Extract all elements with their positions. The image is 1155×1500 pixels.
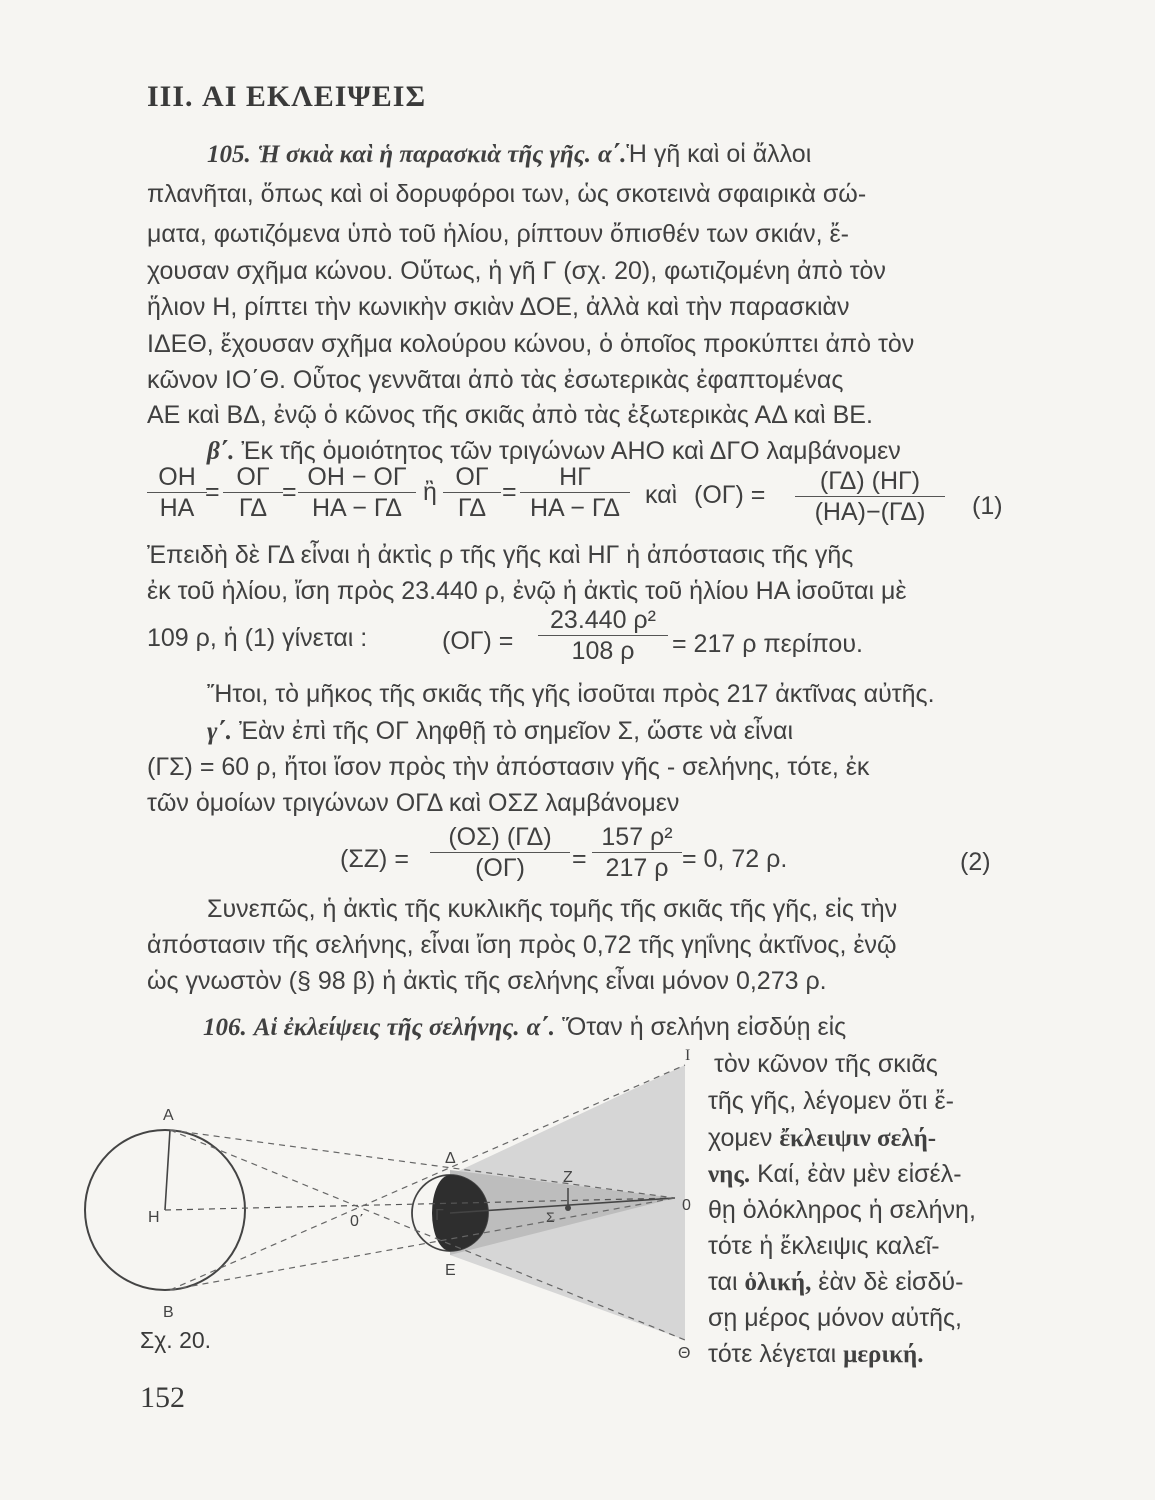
term-total: ὁλική, bbox=[744, 1269, 812, 1296]
wrap-text: Καί, ἐὰν μὲν εἰσέλ- bbox=[757, 1160, 962, 1188]
eclipse-figure bbox=[60, 1020, 710, 1360]
numerator: ΟΓ bbox=[223, 462, 283, 493]
numerator: (ΟΣ) (ΓΔ) bbox=[430, 822, 570, 853]
fraction bbox=[795, 466, 945, 527]
paragraph-line: ἐκ τοῦ ἡλίου, ἴση πρὸς 23.440 ρ, ἐνῷ ἡ ἀκτὶς τοῦ ἡλίου ΗΑ ἰσοῦται μὲ bbox=[147, 577, 907, 605]
equation-rhs: = 217 ρ περίπου. bbox=[672, 630, 863, 658]
denominator: (ΟΓ) bbox=[475, 854, 525, 882]
wrap-line bbox=[708, 1340, 923, 1369]
numerator: ΟΓ bbox=[443, 462, 501, 493]
section-105-alpha: α΄. bbox=[597, 141, 627, 168]
beta-marker: β΄. bbox=[207, 438, 235, 465]
fraction bbox=[592, 822, 682, 883]
equation-label: (2) bbox=[960, 848, 991, 876]
paragraph-line: Ἐπειδὴ δὲ ΓΔ εἶναι ἡ ἀκτὶς ρ τῆς γῆς καὶ ΗΓ ἡ ἀπόστασις τῆς γῆς bbox=[147, 541, 854, 569]
section-105-heading-line bbox=[147, 140, 811, 169]
section-105-number: 105. bbox=[207, 141, 251, 168]
lhs-og: (ΟΓ) = bbox=[694, 481, 766, 509]
wrap-text: τότε λέγεται bbox=[708, 1340, 837, 1368]
label-b: Β bbox=[163, 1304, 174, 1321]
denominator: 108 ρ bbox=[571, 637, 635, 665]
label-a: Α bbox=[163, 1107, 174, 1124]
label-theta: Θ bbox=[678, 1345, 691, 1360]
sun-radius-line bbox=[165, 1130, 170, 1210]
equals-sign: = bbox=[282, 478, 297, 506]
wrap-line bbox=[708, 1268, 963, 1297]
numerator: 23.440 ρ² bbox=[538, 605, 668, 636]
fraction bbox=[223, 462, 283, 523]
paragraph-line: ΑΕ καὶ ΒΔ, ἐνῷ ὁ κῶνος τῆς σκιᾶς ἀπὸ τὰς ἐξωτερικὰς ΑΔ καὶ ΒΕ. bbox=[147, 401, 873, 429]
numerator: ΟΗ − ΟΓ bbox=[298, 462, 416, 493]
fraction bbox=[430, 822, 570, 883]
wrap-line bbox=[708, 1160, 962, 1189]
label-o: 0 bbox=[682, 1197, 691, 1214]
wrap-line bbox=[708, 1124, 936, 1153]
section-106-title: Αἱ ἐκλείψεις τῆς σελήνης. bbox=[253, 1014, 520, 1041]
term-partial: μερική. bbox=[843, 1341, 924, 1368]
wrap-text: ται bbox=[708, 1268, 738, 1296]
sigma-point bbox=[565, 1205, 571, 1211]
label-z: Ζ bbox=[563, 1169, 573, 1186]
equation-rhs: = 0, 72 ρ. bbox=[682, 845, 788, 873]
denominator: ΗΑ − ΓΔ bbox=[311, 494, 402, 522]
paragraph-line: χουσαν σχῆμα κώνου. Οὕτως, ἡ γῆ Γ (σχ. 20), φωτιζομένη ἀπὸ τὸν bbox=[147, 257, 886, 285]
term-eclipse-cont: νης. bbox=[708, 1161, 751, 1188]
fraction bbox=[298, 462, 416, 523]
equals-sign: = bbox=[205, 478, 220, 506]
label-i: Ι bbox=[685, 1047, 691, 1064]
paragraph-line: (ΓΣ) = 60 ρ, ἤτοι ἴσον πρὸς τὴν ἀπόστασιν γῆς - σελήνης, τότε, ἐκ bbox=[147, 753, 870, 781]
wrap-line: τῆς γῆς, λέγομεν ὅτι ἔ- bbox=[708, 1087, 954, 1115]
numerator: ΗΓ bbox=[520, 462, 630, 493]
label-o-prime: 0΄ bbox=[350, 1213, 365, 1230]
paragraph-line: τῶν ὁμοίων τριγώνων ΟΓΔ καὶ ΟΣΖ λαμβάνομεν bbox=[147, 789, 680, 817]
section-105-line1: Ἡ γῆ καὶ οἱ ἄλλοι bbox=[626, 140, 812, 168]
numerator: 157 ρ² bbox=[592, 822, 682, 853]
label-gamma: Γ bbox=[435, 1207, 444, 1224]
numerator: ΟΗ bbox=[147, 462, 207, 493]
equals-sign: = bbox=[502, 478, 517, 506]
denominator: ΗΑ bbox=[159, 494, 195, 522]
numerator: (ΓΔ) (ΗΓ) bbox=[795, 466, 945, 497]
paragraph-line: ὡς γνωστὸν (§ 98 β) ἡ ἀκτὶς τῆς σελήνης εἶναι μόνον 0,273 ρ. bbox=[147, 967, 827, 995]
term-eclipse: ἔκλειψιν σελή- bbox=[779, 1125, 937, 1152]
equation-label: (1) bbox=[972, 492, 1003, 520]
fraction bbox=[443, 462, 501, 523]
section-106-alpha: α΄. bbox=[526, 1014, 555, 1041]
denominator: ΓΔ bbox=[457, 494, 487, 522]
paragraph-line: ΙΔΕΘ, ἔχουσαν σχῆμα κολούρου κώνου, ὁ ὁποῖος προκύπτει ἀπὸ τὸν bbox=[147, 330, 915, 358]
paragraph-line: Ἤτοι, τὸ μῆκος τῆς σκιᾶς τῆς γῆς ἰσοῦται πρὸς 217 ἀκτῖνας αὐτῆς. bbox=[207, 680, 935, 708]
gamma-marker: γ΄. bbox=[207, 718, 232, 745]
label-e: Ε bbox=[445, 1262, 456, 1279]
wrap-line: σῃ μέρος μόνον αὐτῆς, bbox=[708, 1304, 963, 1332]
paragraph-line: πλανῆται, ὅπως καὶ οἱ δορυφόροι των, ὡς σκοτεινὰ σφαιρικὰ σώ- bbox=[147, 180, 867, 208]
page-number: 152 bbox=[140, 1381, 185, 1414]
denominator: ΗΑ − ΓΔ bbox=[529, 494, 620, 522]
equation-prefix: 109 ρ, ἡ (1) γίνεται : bbox=[147, 624, 368, 652]
figure-caption: Σχ. 20. bbox=[140, 1327, 212, 1353]
paragraph-line: ματα, φωτιζόμενα ὑπὸ τοῦ ἡλίου, ρίπτουν ὄπισθέν των σκιάν, ἔ- bbox=[147, 220, 849, 248]
chapter-title: III. ΑΙ ΕΚΛΕΙΨΕΙΣ bbox=[147, 80, 427, 113]
gamma-line bbox=[207, 717, 793, 746]
paragraph-line: ἀπόστασιν τῆς σελήνης, εἶναι ἴση πρὸς 0,72 τῆς γηΐνης ἀκτῖνος, ἐνῷ bbox=[147, 931, 897, 959]
denominator: (ΗΑ)−(ΓΔ) bbox=[814, 498, 926, 526]
section-106-number: 106. bbox=[203, 1014, 247, 1041]
paragraph-line: Συνεπῶς, ἡ ἀκτὶς τῆς κυκλικῆς τομῆς τῆς σκιᾶς τῆς γῆς, εἰς τὴν bbox=[207, 895, 898, 923]
wrap-text: χομεν bbox=[708, 1124, 773, 1152]
wrap-line: θῃ ὁλόκληρος ἡ σελήνη, bbox=[708, 1196, 976, 1224]
denominator: ΓΔ bbox=[238, 494, 268, 522]
paragraph-line: κῶνον ΙΟ΄Θ. Οὗτος γεννᾶται ἀπὸ τὰς ἐσωτερικὰς ἐφαπτομένας bbox=[147, 366, 844, 394]
equals-sign: = bbox=[572, 845, 587, 873]
wrap-line: τότε ἡ ἔκλειψις καλεῖ- bbox=[708, 1232, 940, 1260]
wrap-line: τὸν κῶνον τῆς σκιᾶς bbox=[714, 1050, 938, 1078]
fraction bbox=[538, 605, 668, 666]
kai-word: καὶ bbox=[645, 481, 678, 509]
label-h: Η bbox=[148, 1209, 160, 1226]
wrap-text: ἐὰν δὲ εἰσδύ- bbox=[818, 1268, 964, 1296]
lhs-sz: (ΣΖ) = bbox=[340, 845, 409, 873]
paragraph-line: ἥλιον Η, ρίπτει τὴν κωνικὴν σκιὰν ΔΟΕ, ἀλλὰ καὶ τὴν παρασκιὰν bbox=[147, 293, 850, 321]
fraction bbox=[147, 462, 207, 523]
beta-text: Ἐκ τῆς ὁμοιότητος τῶν τριγώνων ΑΗΟ καὶ ΔΓΟ λαμβάνομεν bbox=[241, 437, 901, 465]
label-sigma: Σ bbox=[546, 1209, 555, 1225]
section-106-line1: Ὅταν ἡ σελήνη εἰσδύῃ εἰς bbox=[561, 1013, 847, 1041]
fraction bbox=[520, 462, 630, 523]
label-delta: Δ bbox=[445, 1150, 456, 1167]
section-105-title: Ἡ σκιὰ καὶ ἡ παρασκιὰ τῆς γῆς. bbox=[257, 141, 592, 168]
gamma-text: Ἐὰν ἐπὶ τῆς ΟΓ ληφθῇ τὸ σημεῖον Σ, ὥστε νὰ εἶναι bbox=[238, 717, 794, 745]
eta-word: ἢ bbox=[423, 478, 437, 506]
lhs-og: (ΟΓ) = bbox=[442, 627, 514, 655]
denominator: 217 ρ bbox=[605, 854, 669, 882]
